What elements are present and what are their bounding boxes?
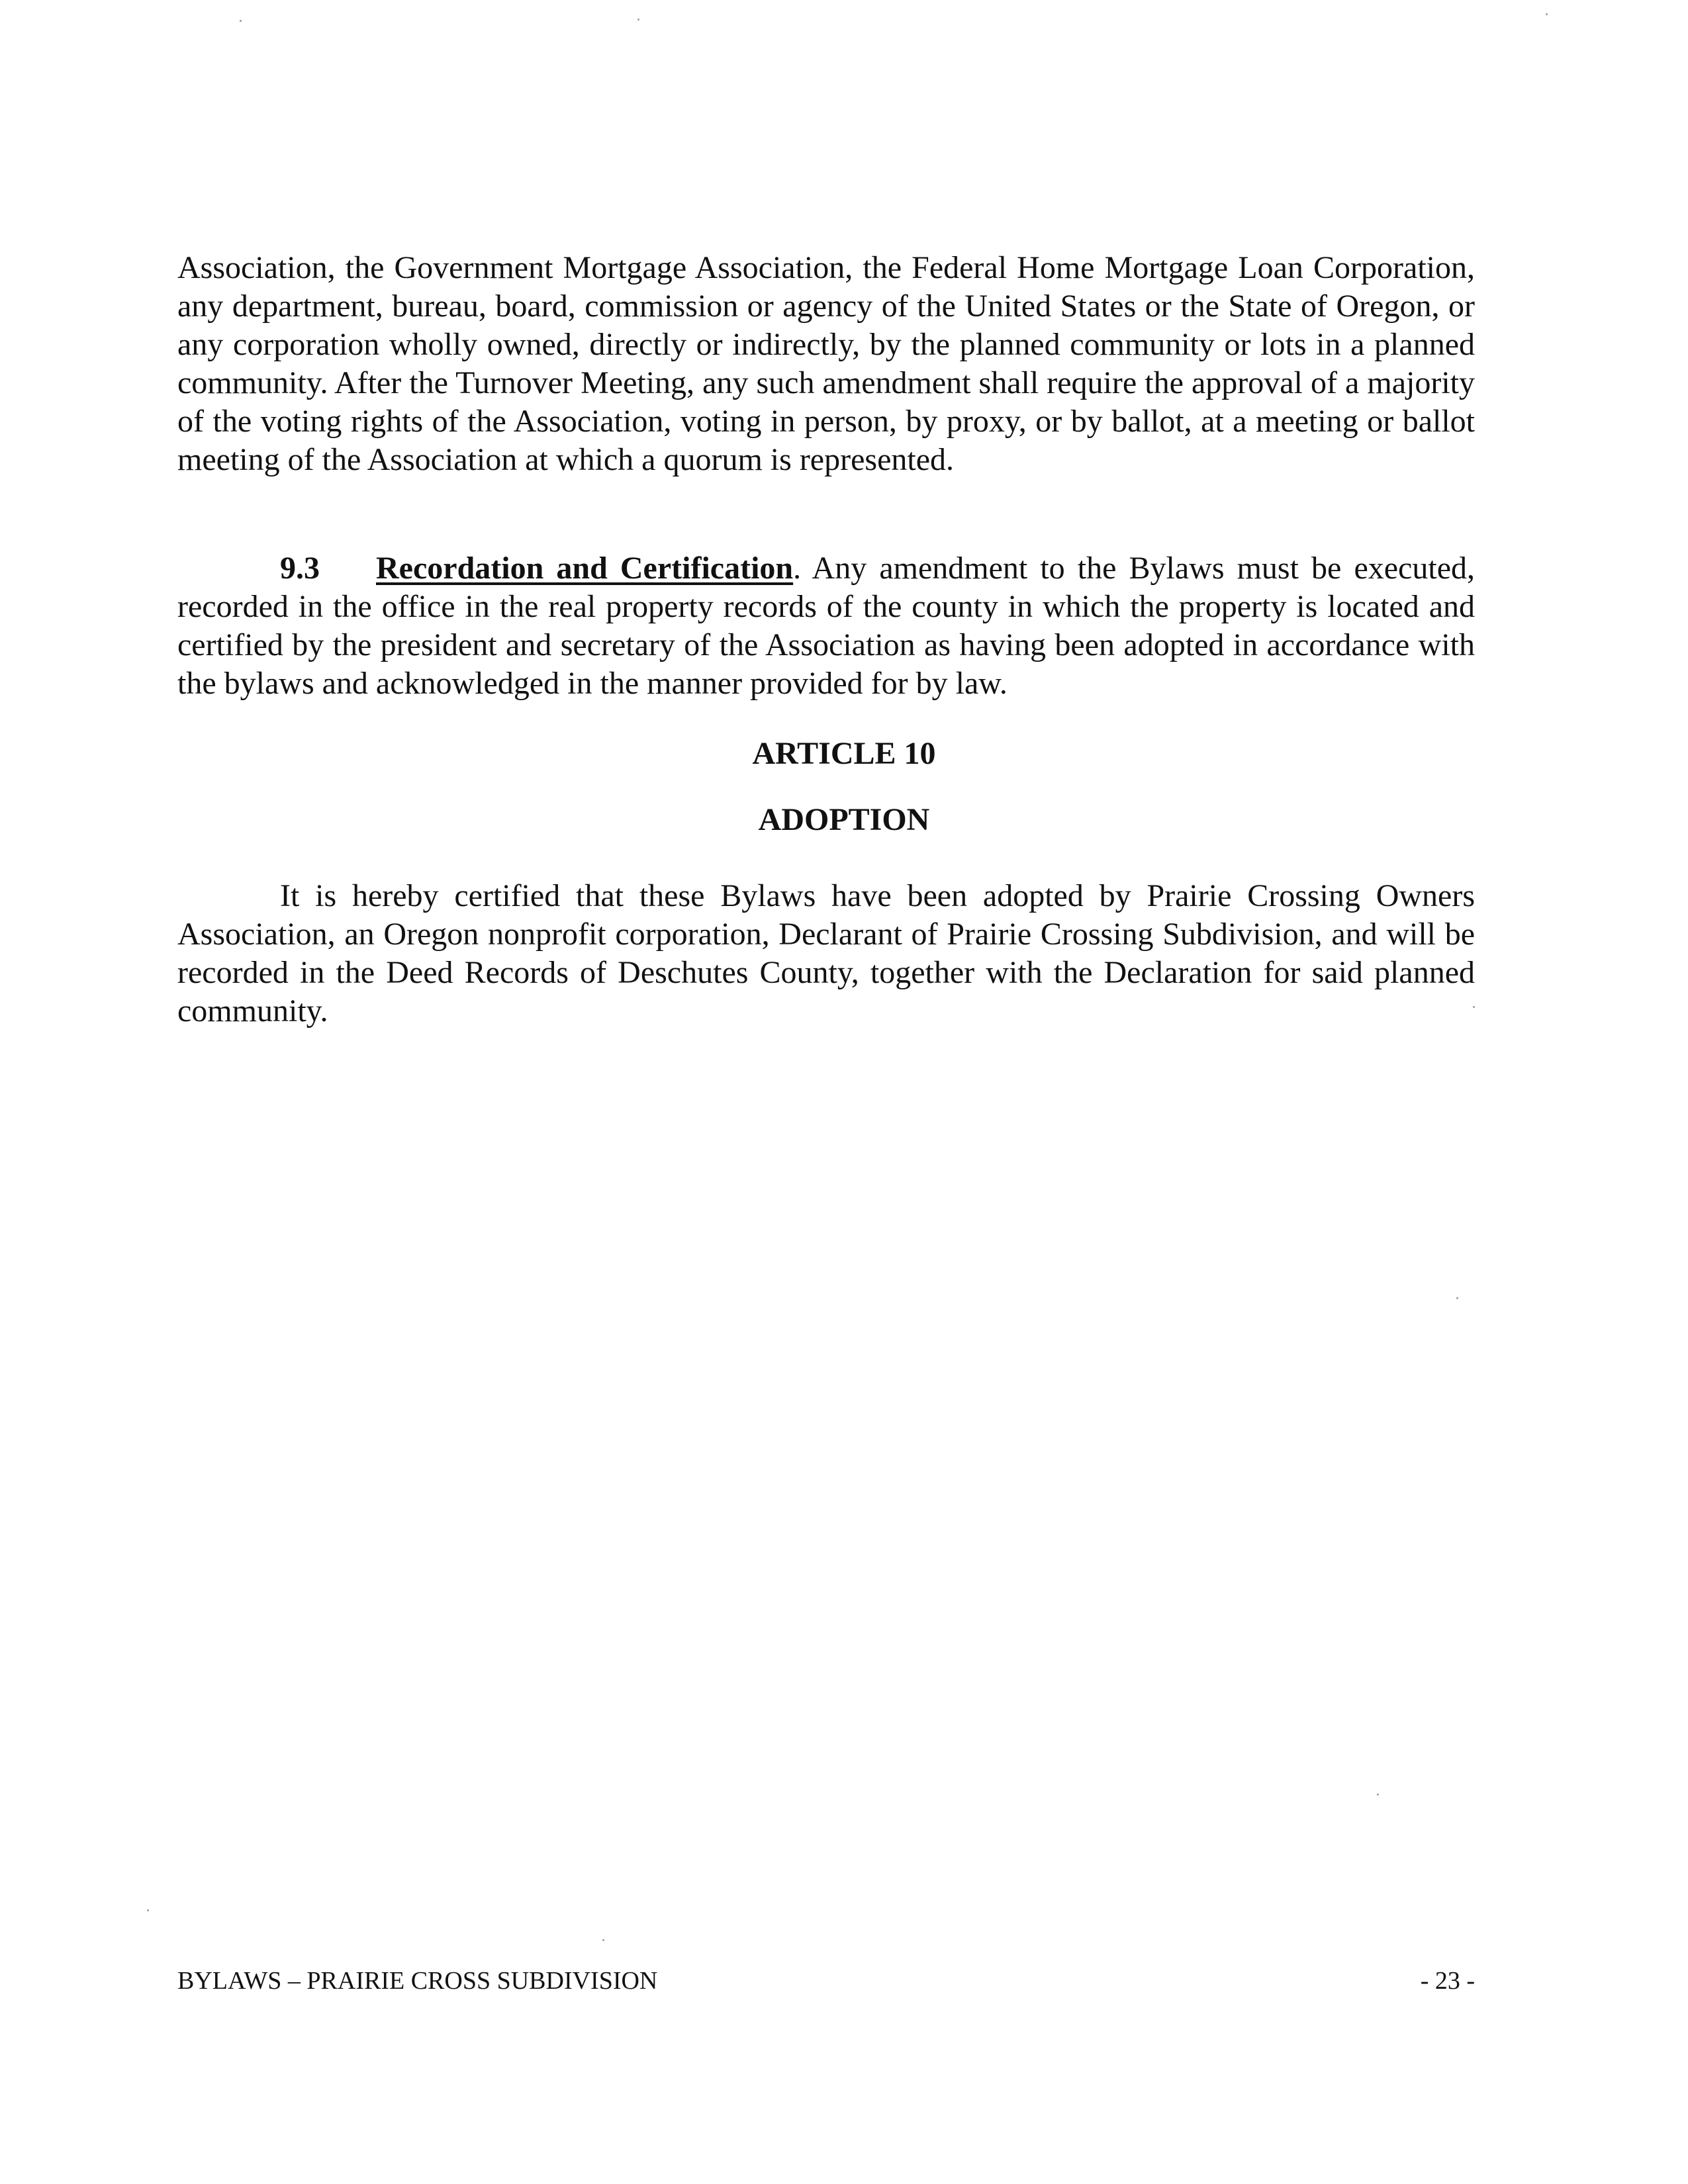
scan-speck — [1456, 1297, 1458, 1299]
continued-paragraph: Association, the Government Mortgage Association, the Federal Home Mortgage Loan Corporation, any department, bureau, board, commission or agency of the United States or the State of Oregon, or any corporation wholly owned, directly or indirectly, by the planned community or lots in a planned community. After the Turnover Meeting, any such amendment shall require the approval of a majority of the voting rights of the Association, voting in person, by proxy, or by ballot, at a meeting or ballot meeting of the Association at which a quorum is represented. — [177, 250, 1475, 477]
scan-speck — [1473, 1006, 1475, 1008]
scan-speck — [147, 1909, 149, 1911]
section-body: . Any amendment to the Bylaws must be executed, recorded in the office in the real property records of the county in which the property is located and certified by the president and secretary of the Association as having been adopted in accordance with the bylaws and acknowledged in the manner provided for by law. — [177, 551, 1475, 701]
section-title: Recordation and Certification — [376, 551, 794, 586]
adoption-heading: ADOPTION — [758, 802, 930, 837]
footer-document-title: BYLAWS – PRAIRIE CROSS SUBDIVISION — [177, 1967, 658, 1995]
section-9-3-paragraph — [177, 549, 1475, 703]
scan-speck — [637, 19, 639, 21]
scan-speck — [240, 20, 242, 22]
footer-page-number: - 23 - — [1420, 1967, 1475, 1995]
section-number: 9.3 — [280, 551, 320, 586]
article-heading: ARTICLE 10 — [752, 736, 936, 771]
scan-speck — [1546, 13, 1548, 15]
scan-speck — [602, 1939, 604, 1941]
adoption-paragraph: It is hereby certified that these Bylaws have been adopted by Prairie Crossing Owners Association, an Oregon nonprofit corporation, Declarant of Prairie Crossing Subdivision, and will be recorded in the Deed Records of Deschutes County, together with the Declaration for said planned community. — [177, 878, 1475, 1028]
scan-speck — [1377, 1794, 1379, 1796]
